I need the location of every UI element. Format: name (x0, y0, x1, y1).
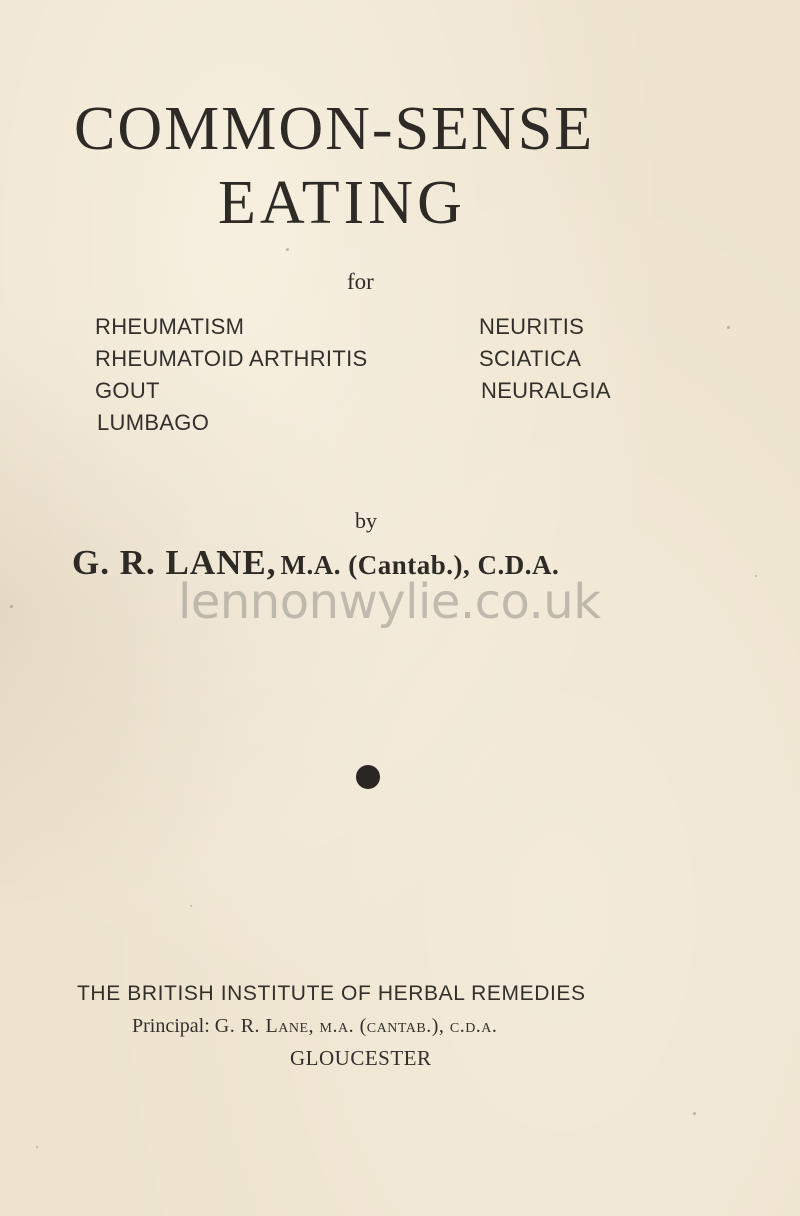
paper-speck (10, 605, 13, 608)
condition-sciatica: SCIATICA (479, 346, 582, 371)
condition-rheumatism: RHEUMATISM (95, 314, 245, 339)
by-word: by (355, 508, 377, 533)
condition-lumbago: LUMBAGO (97, 410, 210, 435)
condition-neuritis: NEURITIS (479, 314, 585, 339)
principal-name: G. R. Lane, m.a. (cantab.), c.d.a. (214, 1015, 498, 1037)
paper-speck (36, 1146, 38, 1148)
title-line-2: EATING (218, 169, 466, 237)
paper-speck (755, 575, 757, 577)
title-line-1: COMMON-SENSE (74, 95, 595, 163)
condition-gout: GOUT (95, 378, 160, 403)
publisher-principal-line (132, 1016, 497, 1036)
author-name: G. R. LANE, (72, 543, 277, 582)
paper-speck (693, 1112, 696, 1115)
paper-speck (190, 905, 192, 907)
publisher-institute: THE BRITISH INSTITUTE OF HERBAL REMEDIES (77, 982, 586, 1005)
condition-neuralgia: NEURALGIA (481, 378, 611, 403)
principal-label: Principal: (132, 1015, 210, 1037)
publisher-city: GLOUCESTER (290, 1046, 432, 1070)
condition-rheumatoid-arthritis: RHEUMATOID ARTHRITIS (95, 346, 368, 371)
paper-speck (286, 248, 289, 251)
paper-speck (727, 326, 730, 329)
watermark: lennonwylie.co.uk (178, 574, 601, 630)
for-word: for (347, 269, 374, 294)
decorative-dot-icon (356, 765, 380, 789)
author-qualifications: M.A. (Cantab.), C.D.A. (280, 550, 560, 580)
